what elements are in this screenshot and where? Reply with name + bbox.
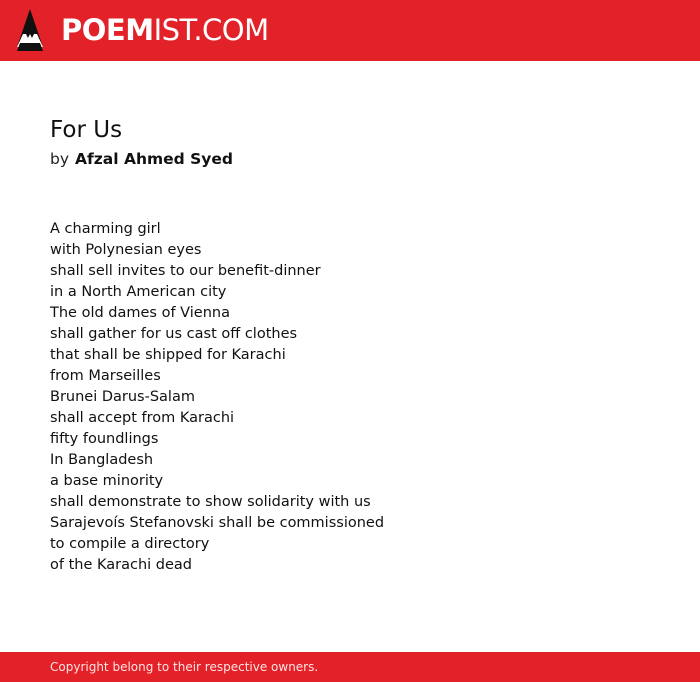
poem-line: of the Karachi dead — [50, 557, 192, 573]
poem-line: fifty foundlings — [50, 431, 159, 447]
byline — [50, 150, 233, 168]
logo-light-text: IST.COM — [153, 13, 269, 47]
poem-line: from Marseilles — [50, 368, 161, 384]
pencil-icon — [17, 9, 43, 51]
poem-line: shall demonstrate to show solidarity with us — [50, 494, 371, 510]
poem-line: to compile a directory — [50, 536, 210, 552]
poem-line: In Bangladesh — [50, 452, 154, 468]
site-footer — [0, 652, 700, 682]
poem-title: For Us — [50, 117, 123, 143]
logo-bold-text: POEM — [61, 13, 154, 47]
poem-line: A charming girl — [50, 221, 161, 237]
site-header — [0, 0, 700, 61]
poem-line: shall sell invites to our benefit-dinner — [50, 263, 321, 279]
poem-body — [50, 219, 384, 576]
poem-line: Sarajevoís Stefanovski shall be commissioned — [50, 515, 385, 531]
site-logo-link[interactable] — [17, 0, 269, 61]
poem-line: The old dames of Vienna — [50, 305, 230, 321]
poem-line: that shall be shipped for Karachi — [50, 347, 286, 363]
by-label: by — [50, 150, 70, 168]
poem-line: with Polynesian eyes — [50, 242, 202, 258]
poem-line: in a North American city — [50, 284, 227, 300]
site-logo-text — [61, 13, 269, 47]
poem-line: shall gather for us cast off clothes — [50, 326, 298, 342]
copyright-text: Copyright belong to their respective owners. — [50, 660, 319, 674]
poem-line: shall accept from Karachi — [50, 410, 235, 426]
poem-line: Brunei Darus-Salam — [50, 389, 195, 405]
author-link[interactable]: Afzal Ahmed Syed — [75, 150, 234, 168]
poem-line: a base minority — [50, 473, 164, 489]
